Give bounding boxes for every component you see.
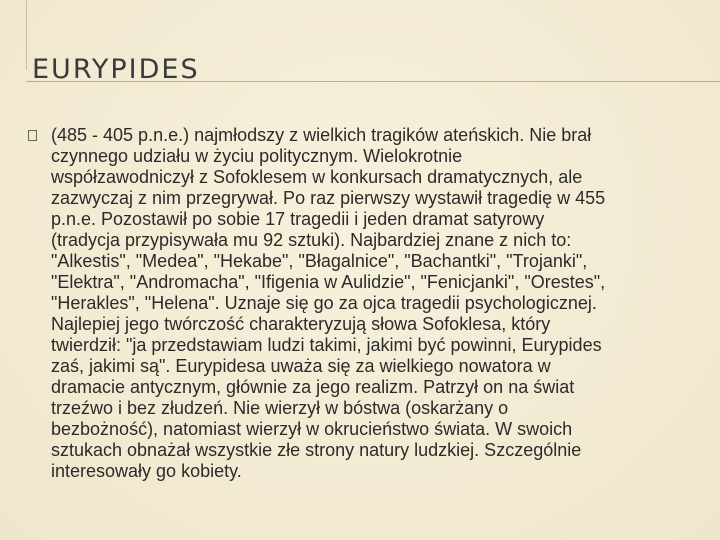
paragraph-line: Najlepiej jego twórczość charakteryzują słowa Sofoklesa, który bbox=[51, 314, 551, 334]
paragraph-line: zaś, jakimi są". Eurypidesa uważa się za wielkiego nowatora w bbox=[51, 356, 551, 376]
title-underline bbox=[26, 81, 720, 82]
paragraph-line: (tradycja przypisywała mu 92 sztuki). Najbardziej znane z nich to: bbox=[51, 230, 572, 250]
paragraph-line: trzeźwo i bez złudzeń. Nie wierzył w bóstwa (oskarżany o bbox=[51, 398, 509, 418]
paragraph-line: (485 - 405 p.n.e.) najmłodszy z wielkich tragików ateńskich. Nie brał bbox=[51, 125, 592, 145]
paragraph-line: "Herakles", "Helena". Uznaje się go za ojca tragedii psychologicznej. bbox=[51, 293, 597, 313]
left-divider bbox=[26, 0, 27, 70]
paragraph-line: sztukach obnażał wszystkie złe strony natury ludzkiej. Szczególnie bbox=[51, 440, 582, 460]
square-bullet-icon bbox=[28, 130, 37, 141]
paragraph-line: "Elektra", "Andromacha", "Ifigenia w Aulidzie", "Fenicjanki", "Orestes", bbox=[51, 272, 606, 292]
slide-paragraph bbox=[51, 125, 720, 482]
paragraph-line: dramacie antycznym, głównie za jego realizm. Patrzył on na świat bbox=[51, 377, 575, 397]
paragraph-line: czynnego udziału w życiu politycznym. Wielokrotnie bbox=[51, 146, 463, 166]
paragraph-line: p.n.e. Pozostawił po sobie 17 tragedii i jeden dramat satyrowy bbox=[51, 209, 545, 229]
paragraph-line: bezbożność), natomiast wierzył w okrucieństwo świata. W swoich bbox=[51, 419, 573, 439]
paragraph-line: interesowały go kobiety. bbox=[51, 461, 242, 481]
slide-title: EURYPIDES bbox=[32, 54, 200, 85]
paragraph-line: "Alkestis", "Medea", "Hekabe", "Błagalnice", "Bachantki", "Trojanki", bbox=[51, 251, 588, 271]
paragraph-line: zazwyczaj z nim przegrywał. Po raz pierwszy wystawił tragedię w 455 bbox=[51, 188, 606, 208]
paragraph-line: twierdził: "ja przedstawiam ludzi takimi, jakimi być powinni, Eurypides bbox=[51, 335, 602, 355]
paragraph-line: współzawodniczył z Sofoklesem w konkursach dramatycznych, ale bbox=[51, 167, 583, 187]
